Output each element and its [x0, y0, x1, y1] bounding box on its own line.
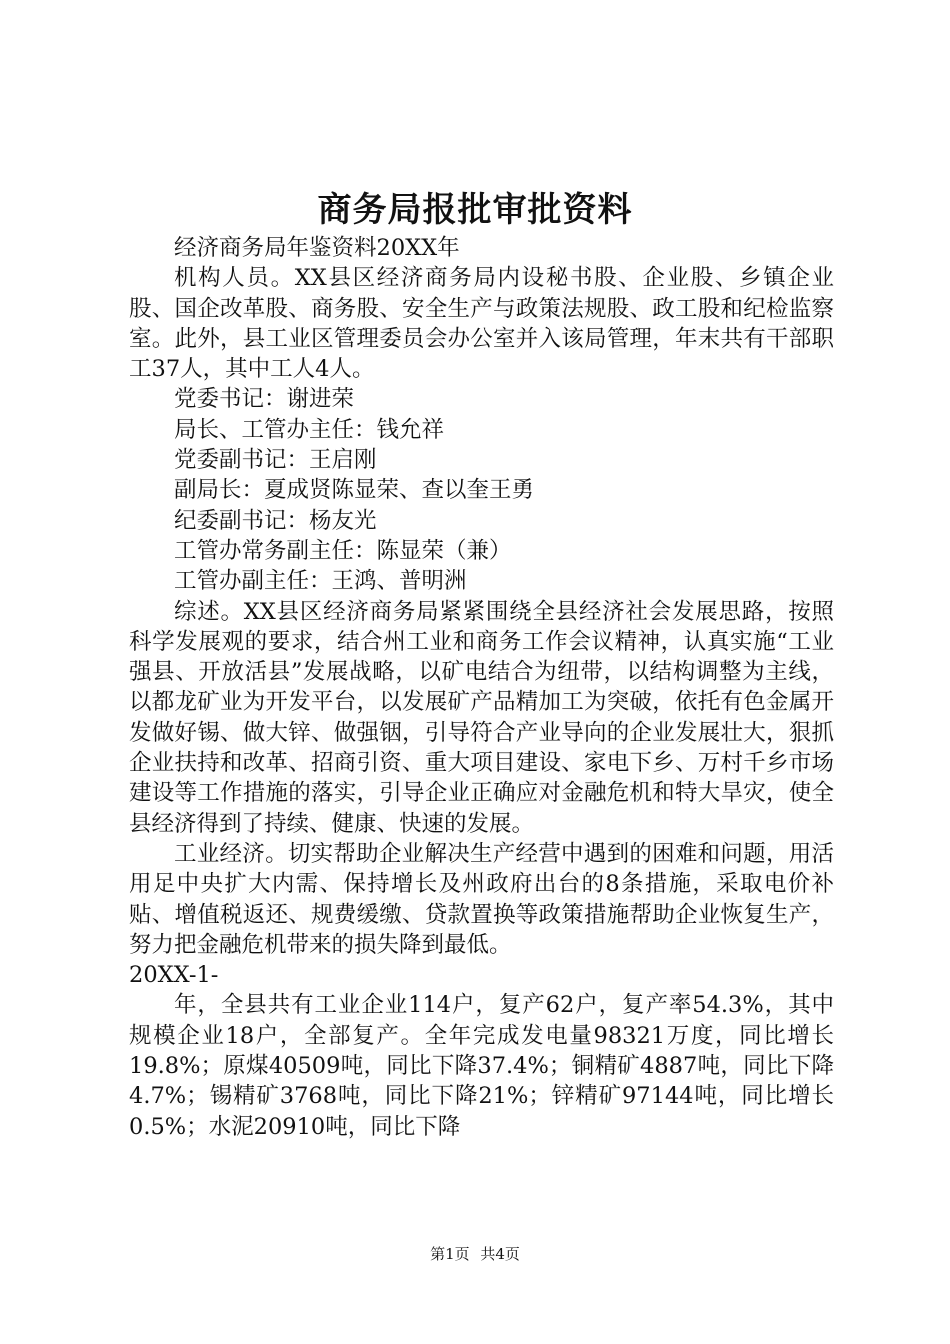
paragraph-staffing: 机构人员。XX县区经济商务局内设秘书股、企业股、乡镇企业股、国企改革股、商务股、安全生产与政策法规股、政工股和纪检监察室。此外，县工业区管理委员会办公室并入该局管理，年末共有干部职工37人，其中工人4人。 [129, 265, 834, 383]
page-total: 共4页 [480, 1245, 520, 1263]
paragraph-overview: 综述。XX县区经济商务局紧紧围绕全县经济社会发展思路，按照科学发展观的要求，结合州工业和商务工作会议精神，认真实施“工业强县、开放活县”发展战略，以矿电结合为纽带，以结构调整为主线，以都龙矿业为开发平台，以发展矿产品精加工为突破，依托有色金属开发做好锡、做大锌、做强铟，引导符合产业导向的企业发展壮大，狠抓企业扶持和改革、招商引资、重大项目建设、家电下乡、万村千乡市场建设等工作措施的落实，引导企业正确应对金融危机和特大旱灾，使全县经济得到了持续、健康、快速的发展。 [129, 598, 834, 837]
paragraph-date-fragment: 20XX-1- [129, 962, 219, 989]
page-footer [0, 1244, 950, 1264]
page-number: 第1页 [430, 1245, 470, 1263]
paragraph-deputy-office-directors: 工管办副主任：王鸿、普明洲 [174, 568, 467, 595]
paragraph-deputy-directors: 副局长：夏成贤陈显荣、查以奎王勇 [174, 477, 535, 504]
paragraph-deputy-party-secretary: 党委副书记：王启刚 [174, 447, 377, 474]
paragraph-director: 局长、工管办主任：钱允祥 [174, 416, 445, 443]
paragraph-yearbook-heading: 经济商务局年鉴资料20XX年 [174, 235, 460, 261]
paragraph-executive-deputy: 工管办常务副主任：陈显荣（兼） [174, 537, 512, 564]
paragraph-industrial-output: 年，全县共有工业企业114户，复产62户，复产率54.3%，其中规模企业18户，全部复产。全年完成发电量98321万度，同比增长19.8%；原煤40509吨，同比下降37.4%；铜精矿4887吨，同比下降4.7%；锡精矿3768吨，同比下降21%；锌精矿97144吨，同比增长0.5%；水泥20910吨，同比下降 [129, 992, 834, 1140]
document-title: 商务局报批审批资料 [317, 190, 633, 230]
paragraph-industrial-economy: 工业经济。切实帮助企业解决生产经营中遇到的困难和问题，用活用足中央扩大内需、保持增长及州政府出台的8条措施，采取电价补贴、增值税返还、规费缓缴、贷款置换等政策措施帮助企业恢复生产，努力把金融危机带来的损失降到最低。 [129, 840, 834, 958]
paragraph-party-secretary: 党委书记：谢进荣 [174, 386, 355, 413]
paragraph-discipline-deputy: 纪委副书记：杨友光 [174, 507, 377, 534]
document-body [129, 233, 834, 1142]
